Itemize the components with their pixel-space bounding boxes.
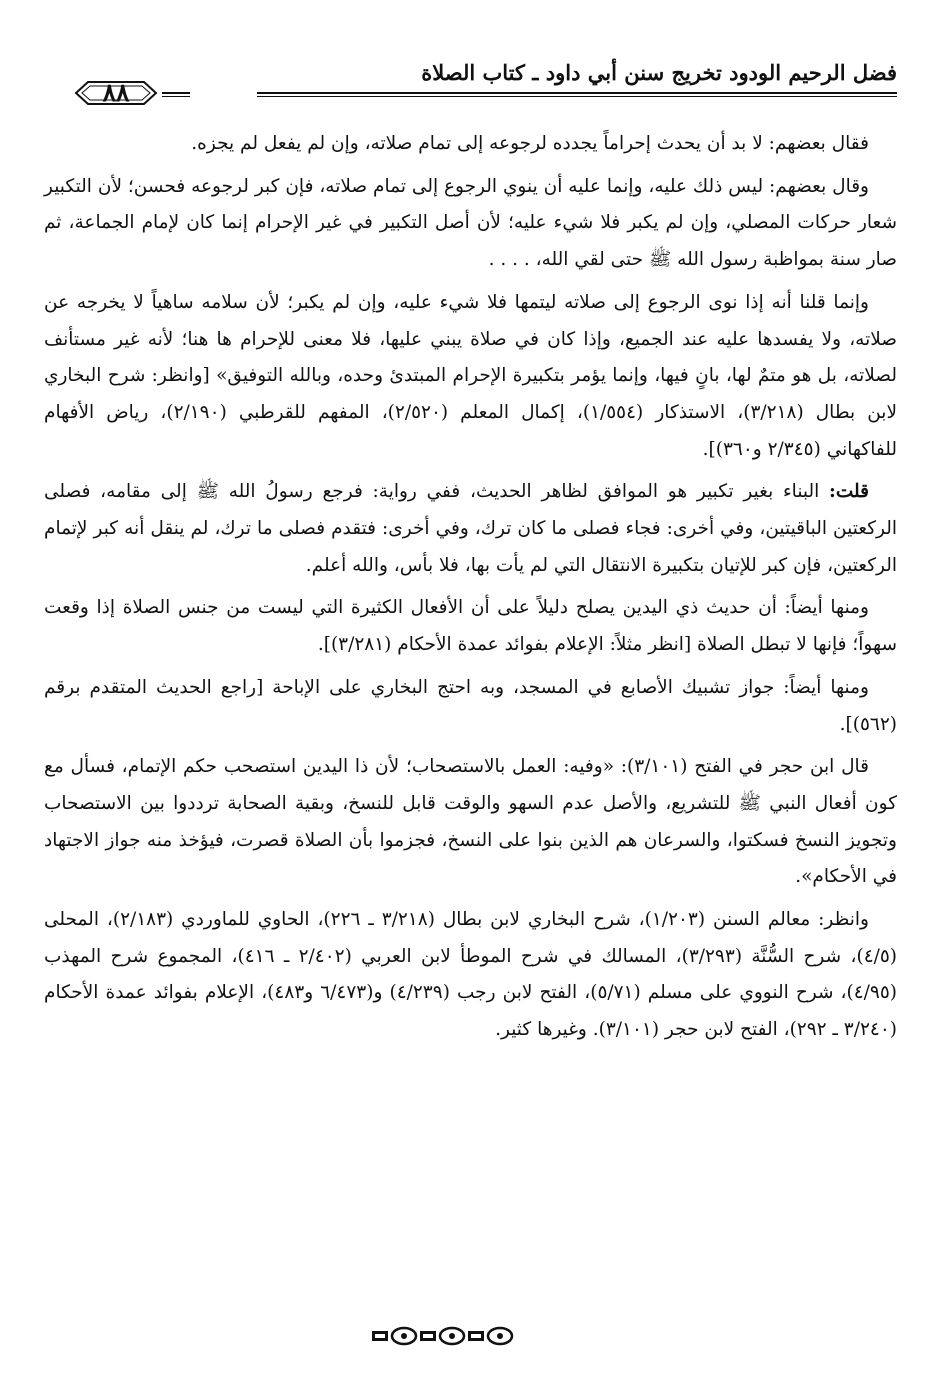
paragraph: [44, 749, 897, 896]
paragraph-lead: قلت:: [829, 481, 869, 503]
header-rule-left: [162, 92, 190, 97]
paragraph-text: البناء بغير تكبير هو الموافق لظاهر الحديث، ففي رواية: فرجع رسولُ الله ﷺ إلى مقامه، فصلى الركعتين الباقيتين، وفي أخرى: فجاء فصلى ما كان ترك، وفي أخرى: فتقدم فصلى ما ترك، لم ينقل أنه كبر لإتمام الركعتين، فإن كبر للإتيان بتكبيرة الانتقال التي لم يأت بها، فلا بأس، والله أعلم.: [44, 481, 897, 576]
paragraph-text: وإنما قلنا أنه إذا نوى الرجوع إلى صلاته ليتمها فلا شيء عليه، وإن لم يكبر؛ لأن سلامه ساهياً لا يخرجه عن صلاته، ولا يفسدها عليه عند الجميع، وإذا كان في صلاة يبني عليها، فلا معنى للإحرام ها هنا؛ لأنه غير مستأنف لصلاته، بل هو متمٌ لها، بانٍ فيها، وإنما يؤمر بتكبيرة الإحرام المبتدئ وحده، وبالله التوفيق» [وانظر: شرح البخاري لابن بطال (٣/٢١٨)، الاستذكار (١/٥٥٤)، إكمال المعلم (٢/٥٢٠)، المفهم للقرطبي (٢/١٩٠)، رياض الأفهام للفاكهاني (٢/٣٤٥ و٣٦٠)].: [44, 291, 897, 460]
paragraph-text: فقال بعضهم: لا بد أن يحدث إحراماً يجدده لرجوعه إلى تمام صلاته، وإن لم يفعل لم يجزه.: [191, 133, 869, 154]
paragraph: [44, 902, 897, 1049]
paragraph-text: ومنها أيضاً: جواز تشبيك الأصابع في المسجد، وبه احتج البخاري على الإباحة [راجع الحديث المتقدم برقم (٥٦٢)].: [44, 676, 897, 735]
paragraph-text: وانظر: معالم السنن (١/٢٠٣)، شرح البخاري لابن بطال (٣/٢١٨ ـ ٢٢٦)، الحاوي للماوردي (٢/١٨٣)، المحلى (٤/٥)، شرح السُّنَّة (٣/٢٩٣)، المسالك في شرح الموطأ لابن العربي (٢/٤٠٢ ـ ٤١٦)، المجموع شرح المهذب (٤/٩٥)، شرح النووي على مسلم (٥/٧١)، الفتح لابن رجب (٤/٢٣٩) و(٦/٤٧٣ و٤٨٣)، الإعلام بفوائد عمدة الأحكام (٣/٢٤٠ ـ ٢٩٢)، الفتح لابن حجر (٣/١٠١). وغيرها كثير.: [44, 909, 898, 1041]
paragraph: [44, 126, 897, 163]
paragraph: [44, 285, 897, 469]
paragraph: [44, 590, 897, 663]
paragraph: [44, 474, 897, 584]
header-rule: [257, 92, 897, 97]
page-number-frame: [74, 78, 158, 108]
main-text: [44, 126, 897, 1055]
page-number: ٨٨: [102, 78, 130, 107]
paragraph-text: ومنها أيضاً: أن حديث ذي اليدين يصلح دليلاً على أن الأفعال الكثيرة التي ليست من جنس الصلاة إذا وقعت سهواً؛ فإنها لا تبطل الصلاة [انظر مثلاً: الإعلام بفوائد عمدة الأحكام (٣/٢٨١)].: [44, 597, 897, 656]
paragraph: [44, 169, 897, 279]
paragraph-text: قال ابن حجر في الفتح (٣/١٠١): «وفيه: العمل بالاستصحاب؛ لأن ذا اليدين استصحب حكم الإتمام، فسأل مع كون أفعال النبي ﷺ للتشريع، والأصل عدم السهو والوقت قابل للنسخ، وبقية الصحابة ترددوا بين الاستصحاب وتجويز النسخ فسكتوا، والسرعان هم الذين بنوا على النسخ، فجزموا بأن الصلاة قصرت، فيؤخذ منه جواز الاجتهاد في الأحكام».: [44, 756, 897, 888]
paragraph-text: وقال بعضهم: ليس ذلك عليه، وإنما عليه أن ينوي الرجوع إلى تمام صلاته، فإن كبر لرجوعه فحسن؛ لأن التكبير شعار حركات المصلي، وإن لم يكبر فلا شيء عليه؛ لأن أصل التكبير في غير الإحرام إنما كان لإمام الجماعة، ثم صار سنة بمواظبة رسول الله ﷺ حتى لقي الله، . . . .: [44, 175, 897, 271]
page-header: [40, 58, 897, 108]
footer-ornament: [370, 1325, 522, 1347]
running-title: فضل الرحيم الودود تخريج سنن أبي داود ـ كتاب الصلاة: [421, 60, 897, 85]
footer-ornament-icon: [370, 1325, 522, 1347]
paragraph: [44, 670, 897, 743]
